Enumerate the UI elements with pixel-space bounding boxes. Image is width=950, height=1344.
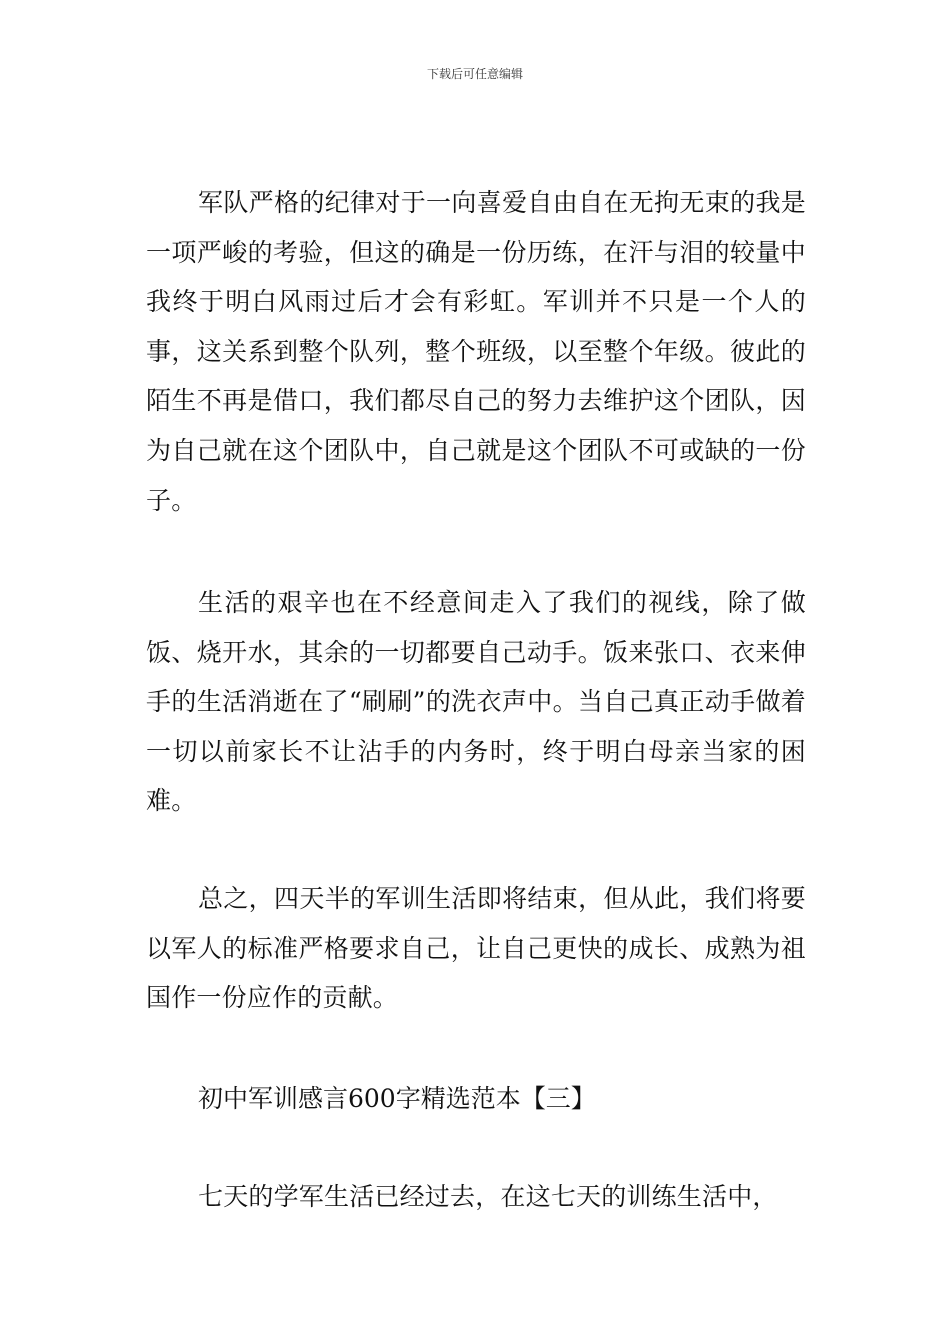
section-heading: 初中军训感言600字精选范本【三】 bbox=[198, 1084, 596, 1113]
paragraph-1 bbox=[146, 178, 806, 525]
paragraph-3 bbox=[146, 874, 806, 1023]
paragraph-3-text: 总之，四天半的军训生活即将结束，但从此，我们将要以军人的标准严格要求自己，让自己更快的成长、成熟为祖国作一份应作的贡献。 bbox=[146, 884, 806, 1013]
paragraph-2-text: 生活的艰辛也在不经意间走入了我们的视线，除了做饭、烧开水，其余的一切都要自己动手。饭来张口、衣来伸手的生活消逝在了“刷刷”的洗衣声中。当自己真正动手做着一切以前家长不让沾手的内务时，终于明白母亲当家的困难。 bbox=[146, 588, 806, 816]
paragraph-2 bbox=[146, 578, 806, 826]
paragraph-4-text: 七天的学军生活已经过去，在这七天的训练生活中， bbox=[198, 1182, 778, 1211]
paragraph-1-text: 军队严格的纪律对于一向喜爱自由自在无拘无束的我是一项严峻的考验，但这的确是一份历练，在汗与泪的较量中我终于明白风雨过后才会有彩虹。军训并不只是一个人的事，这关系到整个队列，整个班级，以至整个年级。彼此的陌生不再是借口，我们都尽自己的努力去维护这个团队，因为自己就在这个团队中，自己就是这个团队不可或缺的一份子。 bbox=[146, 188, 806, 515]
page-header-note: 下载后可任意编辑 bbox=[426, 67, 523, 81]
paragraph-4 bbox=[146, 1172, 806, 1222]
